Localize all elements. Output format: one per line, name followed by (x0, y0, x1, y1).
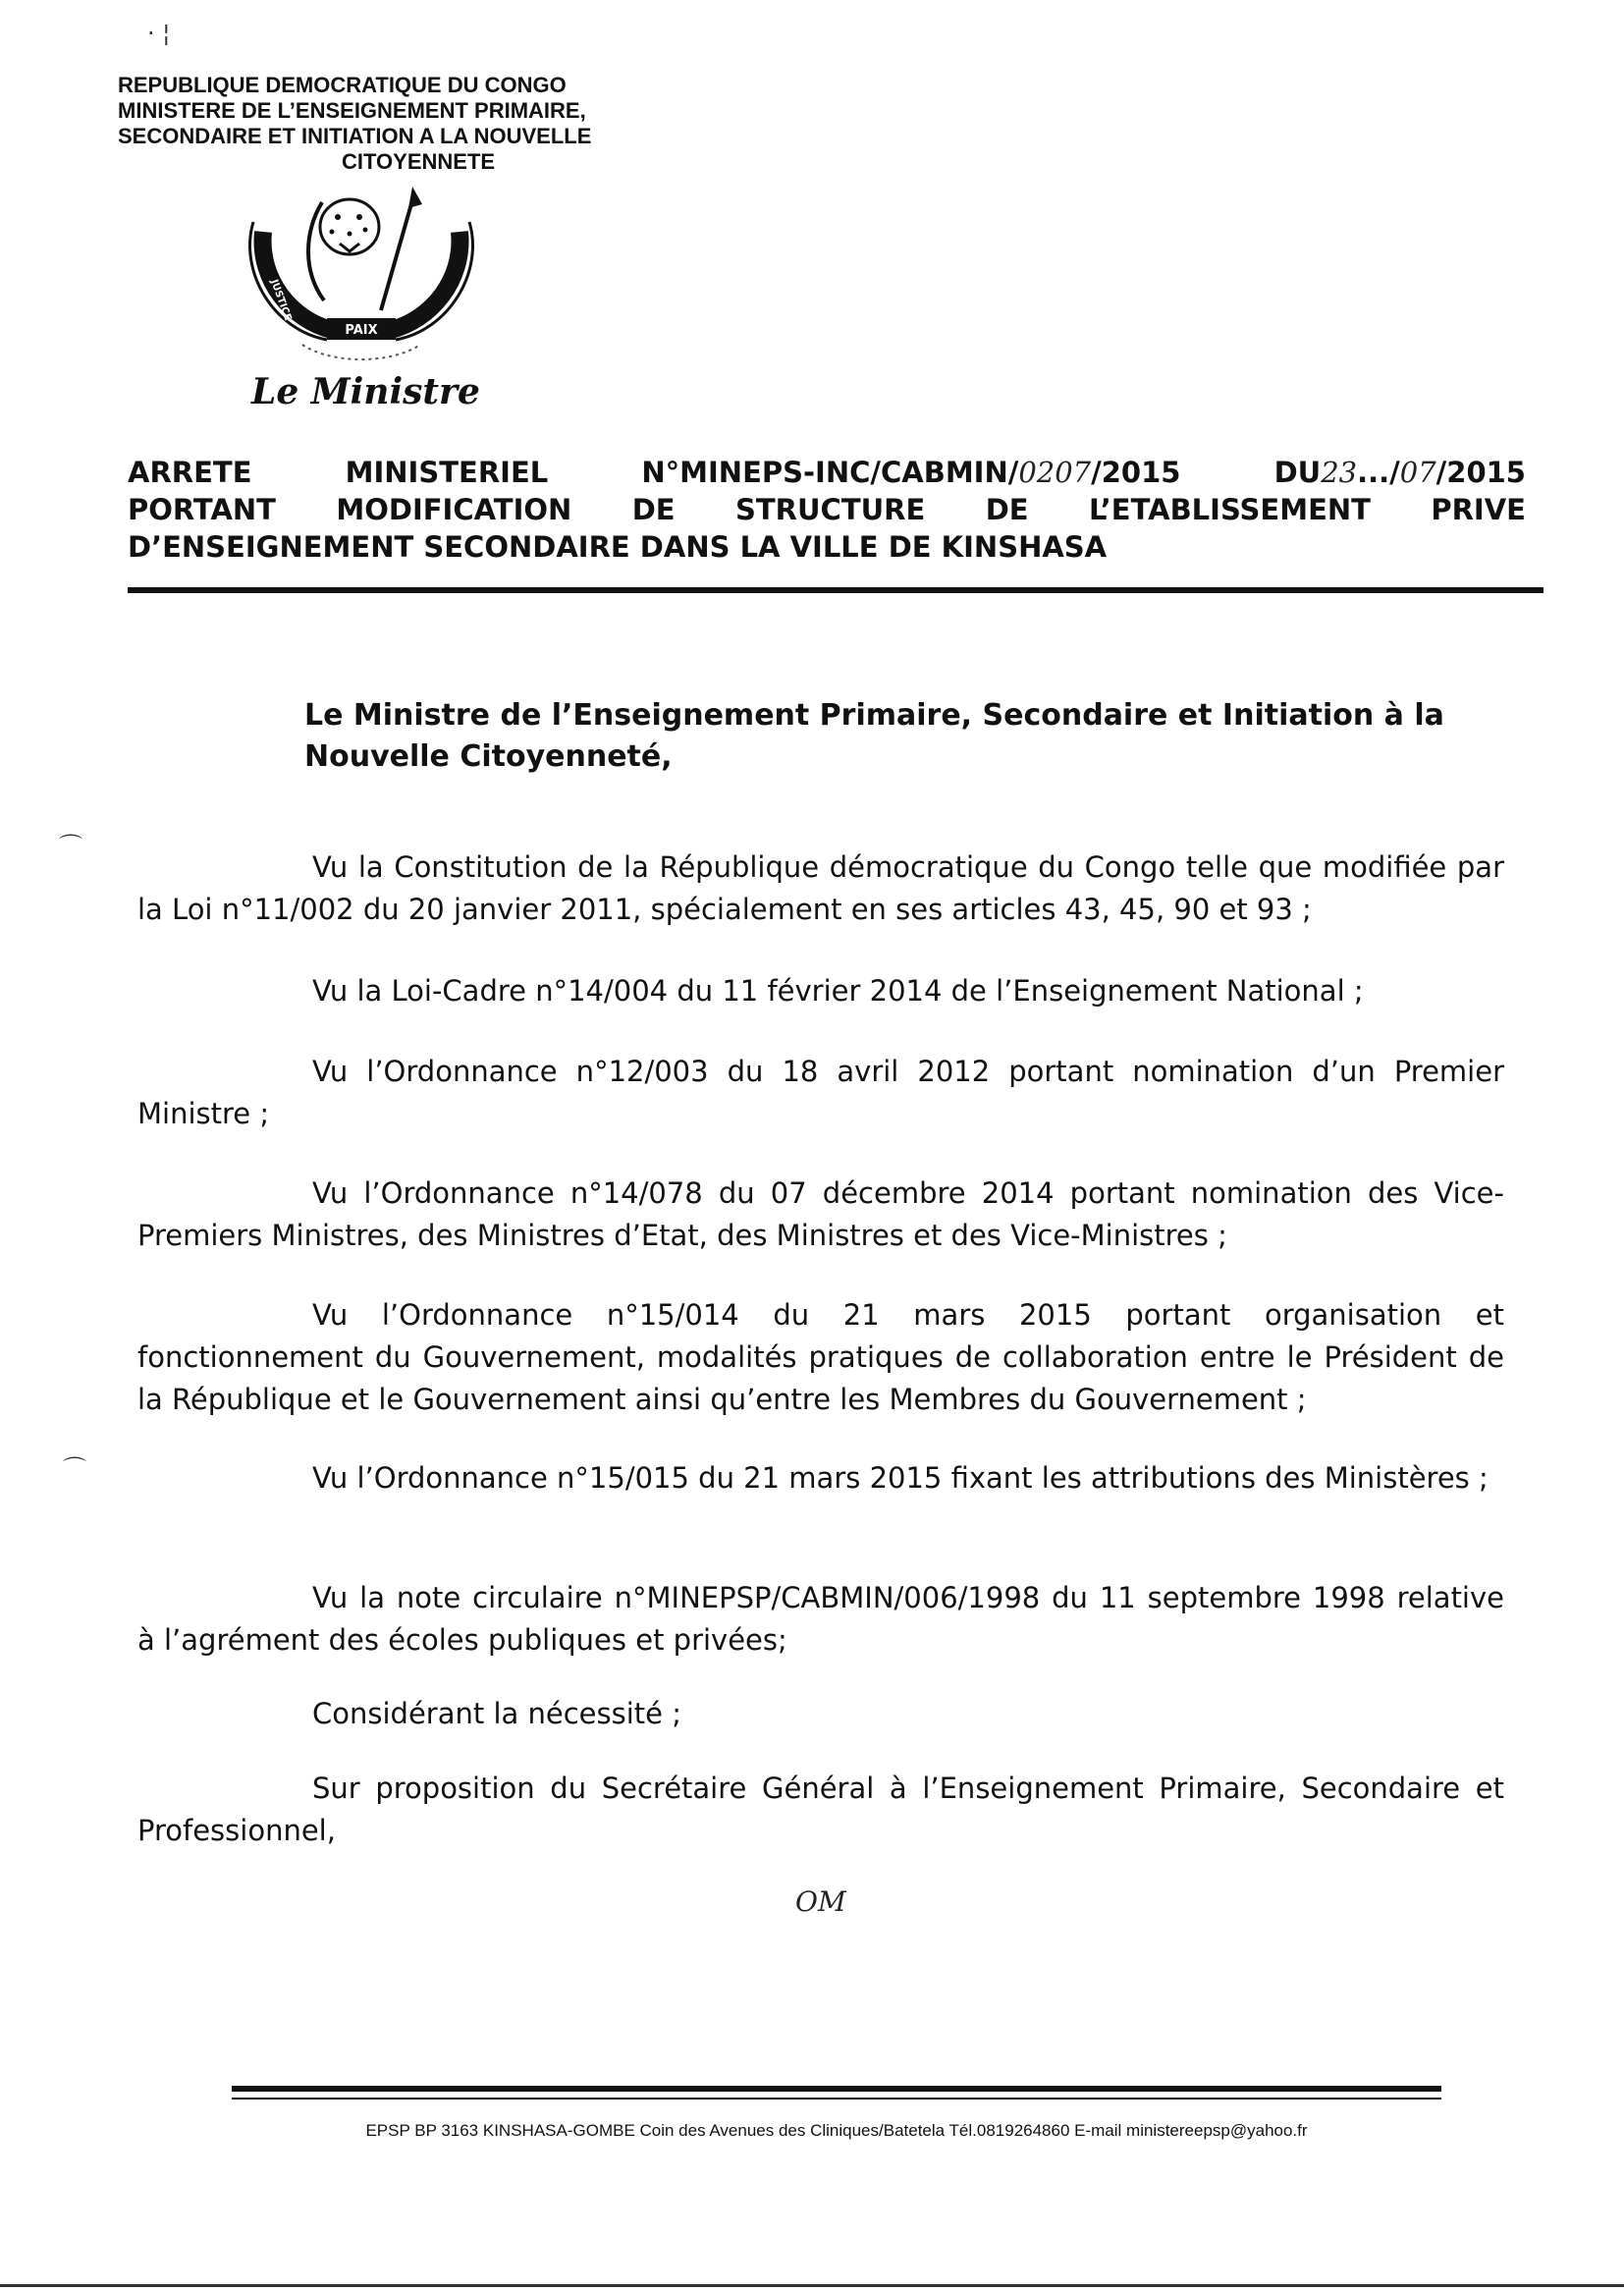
letterhead-line-1: REPUBLIQUE DEMOCRATIQUE DU CONGO (118, 73, 567, 97)
emblem-justice-text: JUSTICE (268, 278, 294, 323)
paragraph-considerant: Considérant la nécessité ; (312, 1697, 681, 1730)
scan-mark: · ¦ (147, 20, 171, 47)
paragraph-loi-cadre: Vu la Loi-Cadre n°14/004 du 11 février 2014 de l’Enseignement National ; (312, 974, 1364, 1008)
title-line-2 (128, 491, 1526, 528)
title-line-1 (128, 454, 1526, 491)
title-word: MODIFICATION (336, 493, 572, 526)
decree-number: N°MINEPS-INC/CABMIN/0207/2015 (641, 456, 1181, 489)
footer-contact: EPSP BP 3163 KINSHASA-GOMBE Coin des Avenues des Cliniques/Batetela Tél.0819264860 E-mail ministereepsp@yahoo.fr (365, 2121, 1308, 2140)
title-word: ARRETE (128, 456, 252, 489)
footer-divider-thin (232, 2098, 1441, 2100)
title-word: STRUCTURE (734, 493, 926, 526)
paraph-initials: OM (795, 1885, 846, 1918)
minister-signature-label: Le Ministre (251, 371, 480, 412)
minister-heading: Le Ministre de l’Enseignement Primaire, Secondaire et Initiation à la Nouvelle Citoyenneté, (304, 698, 1444, 774)
footer-divider-thick (232, 2086, 1441, 2092)
paragraph-proposition: Sur proposition du Secrétaire Général à l’Enseignement Primaire, Secondaire et Professionnel, (137, 1772, 1504, 1847)
letterhead (118, 73, 707, 175)
title-line-3: D’ENSEIGNEMENT SECONDAIRE DANS LA VILLE DE KINSHASA (128, 530, 1108, 564)
letterhead-line-3: SECONDAIRE ET INITIATION A LA NOUVELLE (118, 124, 592, 148)
paragraph-ordonnance-15-014: Vu l’Ordonnance n°15/014 du 21 mars 2015 portant organisation et fonctionnement du Gouvernement, modalités pratiques de collaboration entre le Président de la République et le Gouvernement ainsi qu’entre les Membres du Gouvernement ; (137, 1298, 1504, 1416)
emblem-paix-text: PAIX (345, 323, 378, 338)
letterhead-line-4: CITOYENNETE (342, 149, 496, 174)
scan-mark: ⌒ (59, 833, 82, 860)
paragraph-ordonnance-12-003: Vu l’Ordonnance n°12/003 du 18 avril 2012 portant nomination d’un Premier Ministre ; (137, 1055, 1504, 1130)
leopard-emblem-icon (234, 183, 489, 369)
paragraph-ordonnance-14-078: Vu l’Ordonnance n°14/078 du 07 décembre 2014 portant nomination des Vice-Premiers Ministres, des Ministres d’Etat, des Ministres et des Vice-Ministres ; (137, 1176, 1504, 1252)
title-word: MINISTERIEL (345, 456, 549, 489)
handwritten-day: 23 (1321, 456, 1358, 489)
decree-date: DU23.../07/2015 (1273, 456, 1526, 489)
title-word: DE (631, 493, 676, 526)
decree-title (128, 454, 1526, 566)
title-word: PORTANT (128, 493, 276, 526)
letterhead-line-2: MINISTERE DE L’ENSEIGNEMENT PRIMAIRE, (118, 98, 586, 123)
title-word: DE (985, 493, 1029, 526)
paragraph-note-circulaire: Vu la note circulaire n°MINEPSP/CABMIN/006/1998 du 11 septembre 1998 relative à l’agrément des écoles publiques et privées; (137, 1581, 1504, 1657)
handwritten-month: 07 (1399, 456, 1436, 489)
handwritten-number: 0207 (1018, 456, 1092, 489)
title-divider (128, 587, 1543, 593)
title-word: PRIVE (1431, 493, 1526, 526)
paragraph-constitution: Vu la Constitution de la République démocratique du Congo telle que modifiée par la Loi n°11/002 du 20 janvier 2011, spécialement en ses articles 43, 45, 90 et 93 ; (137, 850, 1504, 926)
emblem-travail-text: TRAVAIL (434, 205, 460, 253)
page-bottom-edge (0, 2284, 1624, 2287)
title-word: L’ETABLISSEMENT (1088, 493, 1371, 526)
scan-mark: ⌒ (63, 1455, 86, 1483)
coat-of-arms-emblem (234, 183, 489, 369)
paragraph-ordonnance-15-015: Vu l’Ordonnance n°15/015 du 21 mars 2015 fixant les attributions des Ministères ; (312, 1461, 1489, 1495)
